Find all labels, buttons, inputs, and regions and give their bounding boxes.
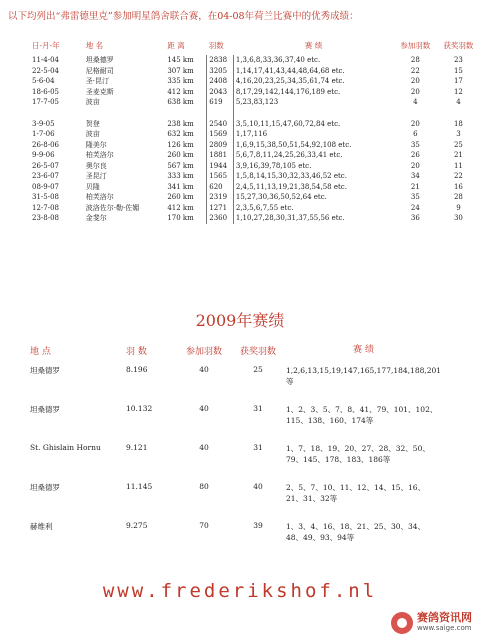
cell-prizes: 21 bbox=[453, 151, 463, 159]
cell-date: 12-7-08 bbox=[32, 203, 59, 212]
cell-results: 1,2,6,13,15,19,147,165,177,184,188,201等 bbox=[286, 366, 442, 386]
cell-distance: 632 km bbox=[165, 129, 206, 140]
cell-place: St. Ghislain Hornu bbox=[30, 443, 101, 452]
header-lofts: 羽 数 bbox=[126, 347, 147, 357]
cell-date: 3-9-05 bbox=[32, 119, 55, 128]
cell-place: 柏芙洛尔 bbox=[85, 151, 114, 159]
cell-lofts: 620 bbox=[207, 182, 234, 193]
cell-distance: 126 km bbox=[165, 140, 206, 151]
cell-results: 5,23,83,123 bbox=[235, 98, 279, 106]
cell-distance: 567 km bbox=[165, 161, 206, 172]
cell-place: 圣昆汀 bbox=[85, 172, 107, 180]
table-row bbox=[30, 213, 480, 224]
cell-prizes: 11 bbox=[453, 161, 463, 170]
footer-url-link[interactable]: www.frederikshof.nl bbox=[102, 580, 378, 602]
cell-entries: 80 bbox=[199, 482, 209, 491]
cell-lofts: 9.121 bbox=[126, 443, 148, 452]
cell-date: 31-5-08 bbox=[32, 193, 59, 201]
watermark-name: 赛鸽资讯网 bbox=[417, 611, 472, 624]
table-row bbox=[30, 404, 441, 443]
table-row bbox=[30, 129, 480, 140]
table-row bbox=[30, 97, 480, 108]
cell-date: 18-6-05 bbox=[32, 87, 59, 96]
cell-place: 波亩 bbox=[85, 130, 100, 138]
cell-results: 1,3,6,8,33,36,37,40 etc. bbox=[235, 56, 321, 64]
cell-entries: 36 bbox=[410, 214, 420, 222]
cell-prizes: 31 bbox=[253, 404, 263, 413]
cell-prizes: 3 bbox=[456, 130, 461, 138]
cell-place: 金斐尔 bbox=[85, 214, 107, 222]
header-place: 地 名 bbox=[85, 41, 104, 50]
cell-lofts: 11.145 bbox=[126, 482, 153, 491]
cell-lofts: 3205 bbox=[207, 66, 234, 77]
cell-place: 赫维利 bbox=[30, 522, 53, 531]
cell-prizes: 9 bbox=[456, 203, 461, 212]
section-title-2009: 2009年赛绩 bbox=[195, 311, 285, 330]
cell-prizes: 30 bbox=[453, 214, 463, 222]
cell-place: 圣麦克斯 bbox=[85, 87, 114, 96]
cell-distance: 260 km bbox=[165, 150, 206, 161]
cell-prizes: 40 bbox=[253, 482, 263, 491]
cell-results: 1,5,8,14,15,30,32,33,46,52 etc. bbox=[235, 172, 347, 180]
cell-lofts: 9.275 bbox=[126, 521, 148, 530]
cell-results: 1、7、18、19、20、27、28、32、50、79、145、178、183、186等 bbox=[286, 444, 430, 464]
header-entries: 参加羽数 bbox=[185, 347, 222, 357]
cell-prizes: 12 bbox=[453, 87, 463, 96]
cell-entries: 4 bbox=[413, 98, 418, 106]
cell-entries: 20 bbox=[410, 87, 420, 96]
table-row bbox=[30, 87, 480, 98]
cell-results: 3,9,16,39,78,105 etc. bbox=[235, 161, 312, 170]
header-place: 地 点 bbox=[30, 347, 51, 357]
table-row bbox=[30, 140, 480, 151]
header-lofts: 羽数 bbox=[208, 41, 224, 50]
table-row bbox=[30, 182, 480, 193]
cell-place: 圣·昆汀 bbox=[85, 77, 109, 85]
cell-place: 贝隆 bbox=[85, 182, 100, 191]
cell-place: 波亩 bbox=[85, 98, 100, 106]
cell-results: 5,6,7,8,11,24,25,26,33,41 etc. bbox=[235, 151, 343, 159]
cell-results: 1、3、4、16、18、21、25、30、34、48、49、93、94等 bbox=[286, 522, 426, 542]
cell-lofts: 8.196 bbox=[126, 365, 148, 374]
cell-entries: 26 bbox=[410, 151, 420, 159]
cell-results: 8,17,29,142,144,176,189 etc. bbox=[235, 87, 341, 96]
table-body bbox=[30, 55, 480, 224]
cell-entries: 20 bbox=[410, 119, 420, 128]
table-row bbox=[30, 119, 480, 130]
cell-entries: 20 bbox=[410, 161, 420, 170]
cell-prizes: 16 bbox=[453, 182, 463, 191]
cell-date: 23-8-08 bbox=[32, 214, 59, 222]
cell-date: 17-7-05 bbox=[32, 98, 59, 106]
table-row bbox=[30, 76, 480, 87]
cell-date: 22-5-04 bbox=[32, 66, 59, 75]
table-row bbox=[30, 521, 441, 560]
header-results: 赛 绩 bbox=[304, 41, 323, 50]
cell-prizes: 28 bbox=[453, 193, 463, 201]
cell-results: 3,5,10,11,15,47,60,72,84 etc. bbox=[235, 119, 341, 128]
cell-lofts: 1271 bbox=[207, 203, 234, 214]
cell-entries: 35 bbox=[410, 140, 420, 149]
cell-date: 1-7-06 bbox=[32, 130, 55, 138]
cell-distance: 412 km bbox=[165, 203, 206, 214]
cell-prizes: 25 bbox=[253, 365, 263, 374]
cell-results: 1,10,27,28,30,31,37,55,56 etc. bbox=[235, 214, 345, 222]
cell-lofts: 2809 bbox=[207, 140, 234, 151]
watermark-logo-icon bbox=[391, 612, 413, 634]
cell-place: 尼格耐司 bbox=[85, 66, 114, 75]
results-table-2004-2008 bbox=[30, 40, 480, 224]
table-row bbox=[30, 443, 441, 482]
cell-distance: 238 km bbox=[165, 119, 206, 130]
cell-entries: 70 bbox=[199, 521, 209, 530]
cell-entries: 35 bbox=[410, 193, 420, 201]
watermark-url: www.saige.com bbox=[417, 624, 472, 632]
cell-prizes: 4 bbox=[456, 98, 461, 106]
table-row bbox=[30, 150, 480, 161]
table-row bbox=[30, 161, 480, 172]
cell-entries: 21 bbox=[410, 182, 420, 191]
intro-text: 以下均列出“弗雷德里克”参加明星鸽舍联合赛，在04-08年荷兰比赛中的优秀成绩： bbox=[8, 11, 359, 22]
table-row bbox=[30, 171, 480, 182]
cell-lofts: 2408 bbox=[207, 76, 234, 87]
table-row bbox=[30, 482, 441, 521]
cell-place: 奥尔良 bbox=[85, 161, 107, 170]
cell-lofts: 1569 bbox=[207, 129, 234, 140]
cell-prizes: 23 bbox=[453, 56, 463, 64]
cell-lofts: 1565 bbox=[207, 171, 234, 182]
table-row bbox=[30, 66, 480, 77]
cell-date: 5-6-04 bbox=[32, 77, 55, 85]
cell-prizes: 25 bbox=[453, 140, 463, 149]
cell-date: 26-5-07 bbox=[32, 161, 59, 170]
cell-distance: 170 km bbox=[165, 213, 206, 224]
header-entries: 参加羽数 bbox=[400, 41, 431, 50]
cell-place: 波洛佐尔·勒·佐媚 bbox=[85, 203, 140, 212]
cell-place: 隆美尔 bbox=[85, 140, 107, 149]
cell-date: 9-9-06 bbox=[32, 151, 55, 159]
cell-distance: 145 km bbox=[165, 55, 206, 66]
cell-lofts: 619 bbox=[207, 97, 234, 108]
header-prizes: 获奖羽数 bbox=[443, 41, 474, 50]
cell-results: 2,4,5,11,13,19,21,38,54,58 etc. bbox=[235, 182, 347, 191]
table-row bbox=[30, 365, 441, 404]
cell-date: 11-4-04 bbox=[32, 56, 59, 64]
cell-entries: 6 bbox=[413, 130, 418, 138]
cell-entries: 28 bbox=[410, 56, 420, 64]
cell-distance: 333 km bbox=[165, 171, 206, 182]
table-header-row bbox=[30, 344, 441, 365]
cell-distance: 307 km bbox=[165, 66, 206, 77]
cell-entries: 20 bbox=[410, 77, 420, 85]
cell-results: 2、5、7、10、11、12、14、15、16、21、31、32等 bbox=[286, 483, 426, 503]
cell-prizes: 31 bbox=[253, 443, 263, 452]
cell-place: 坦桑德罗 bbox=[30, 483, 60, 492]
cell-lofts: 2319 bbox=[207, 192, 234, 203]
header-date: 日-月-年 bbox=[32, 41, 60, 50]
cell-prizes: 17 bbox=[453, 77, 463, 85]
header-prizes: 获奖羽数 bbox=[239, 347, 276, 357]
header-distance: 距 离 bbox=[167, 41, 185, 50]
cell-results: 1,6,9,15,38,50,51,54,92,108 etc. bbox=[235, 140, 352, 149]
cell-entries: 40 bbox=[199, 443, 209, 452]
results-table-2009 bbox=[30, 344, 441, 560]
cell-entries: 40 bbox=[199, 365, 209, 374]
cell-results: 4,16,20,23,25,34,35,61,74 etc. bbox=[235, 77, 345, 85]
cell-results: 2,3,5,6,7,55 etc. bbox=[235, 203, 294, 212]
table-body bbox=[30, 365, 441, 560]
cell-results: 15,27,30,36,50,52,64 etc. bbox=[235, 193, 327, 201]
cell-place: 柏芙洛尔 bbox=[85, 193, 114, 201]
cell-place: 坦桑德罗 bbox=[30, 366, 60, 375]
cell-lofts: 10.132 bbox=[126, 404, 153, 413]
cell-lofts: 2540 bbox=[207, 119, 234, 130]
cell-results: 1,14,17,41,43,44,48,64,68 etc. bbox=[235, 66, 345, 75]
cell-distance: 341 km bbox=[165, 182, 206, 193]
group-spacer bbox=[30, 108, 480, 119]
cell-entries: 22 bbox=[410, 66, 420, 75]
cell-prizes: 39 bbox=[253, 521, 263, 530]
cell-prizes: 18 bbox=[453, 119, 463, 128]
cell-lofts: 1944 bbox=[207, 161, 234, 172]
cell-lofts: 2360 bbox=[207, 213, 234, 224]
cell-lofts: 1881 bbox=[207, 150, 234, 161]
table-header-row bbox=[30, 40, 480, 55]
table-row bbox=[30, 203, 480, 214]
cell-prizes: 22 bbox=[453, 172, 463, 180]
cell-place: 坦桑德罗 bbox=[85, 56, 114, 64]
cell-entries: 40 bbox=[199, 404, 209, 413]
cell-prizes: 15 bbox=[453, 66, 463, 75]
cell-place: 贺登 bbox=[85, 119, 100, 128]
cell-lofts: 2043 bbox=[207, 87, 234, 98]
cell-distance: 412 km bbox=[165, 87, 206, 98]
cell-place: 坦桑德罗 bbox=[30, 405, 60, 414]
cell-date: 08-9-07 bbox=[32, 182, 59, 191]
cell-distance: 260 km bbox=[165, 192, 206, 203]
cell-results: 1,17,116 bbox=[235, 130, 268, 138]
cell-distance: 335 km bbox=[165, 76, 206, 87]
cell-distance: 638 km bbox=[165, 97, 206, 108]
watermark bbox=[391, 612, 472, 634]
cell-entries: 24 bbox=[410, 203, 420, 212]
cell-date: 23-6-07 bbox=[32, 172, 59, 180]
cell-lofts: 2838 bbox=[207, 55, 234, 66]
cell-entries: 34 bbox=[410, 172, 420, 180]
table-row bbox=[30, 192, 480, 203]
header-results: 赛 绩 bbox=[353, 345, 374, 355]
table-row bbox=[30, 55, 480, 66]
cell-date: 26-8-06 bbox=[32, 140, 59, 149]
cell-results: 1、2、3、5、7、8、41、79、101、102、115、138、160、174等 bbox=[286, 405, 438, 425]
